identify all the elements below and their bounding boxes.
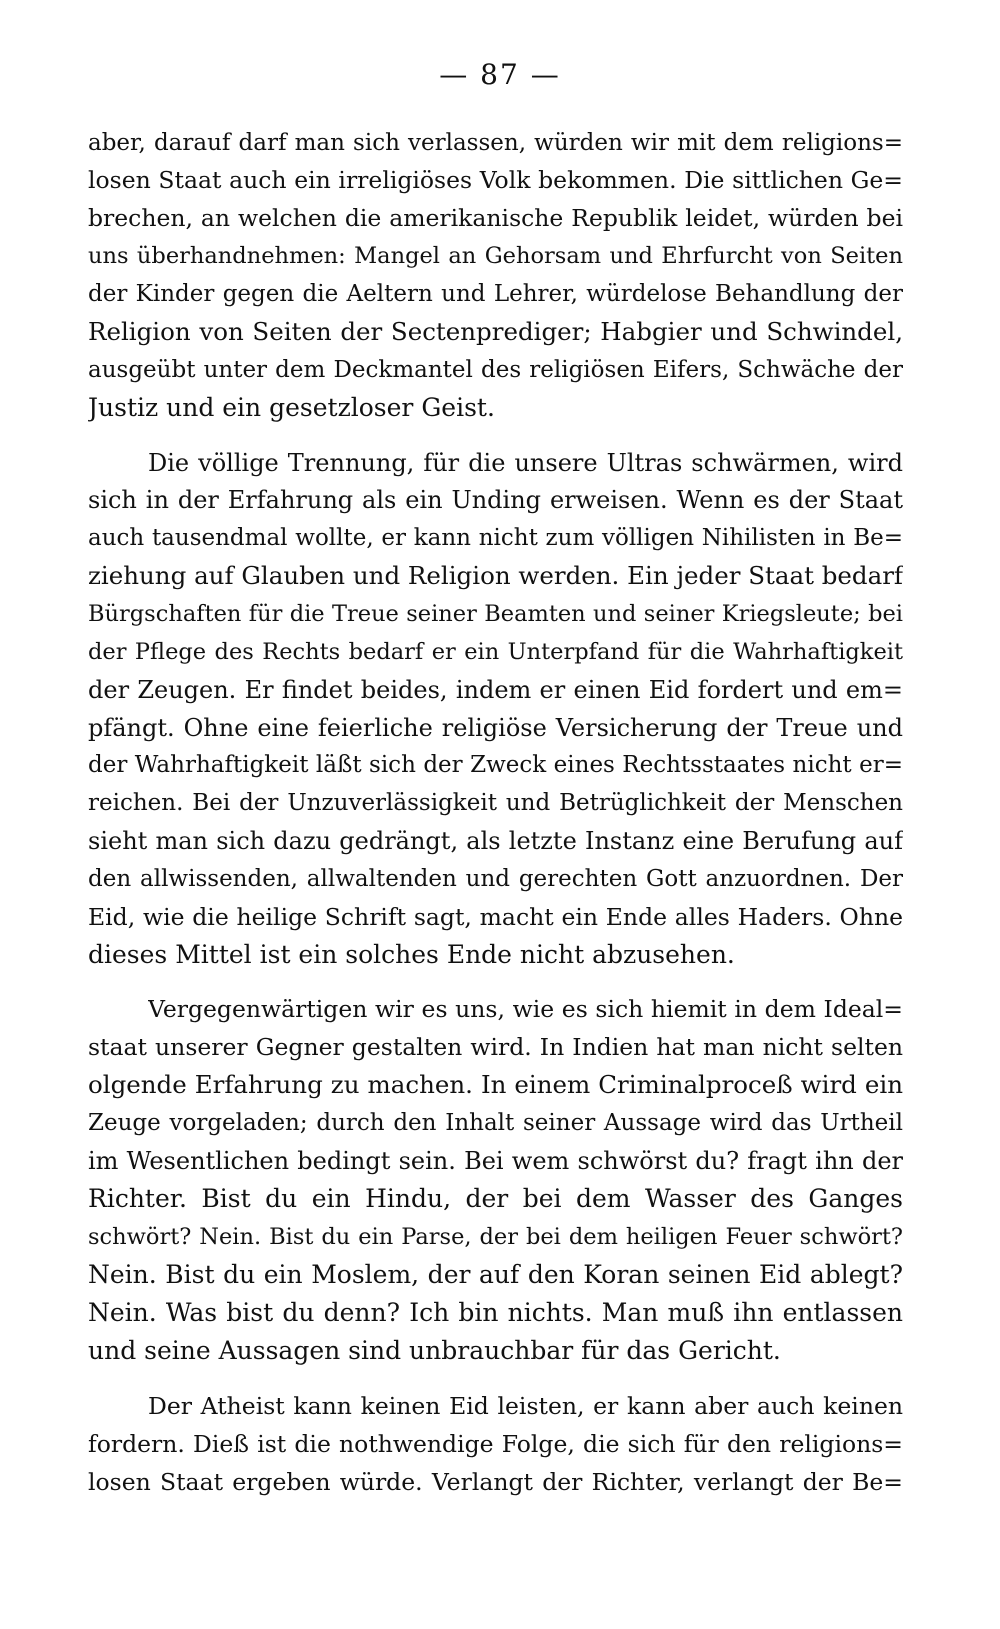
text-line: brechen, an welchen die amerikanische Republik leidet, würden bei: [88, 204, 903, 232]
text-line: Nein. Was bist du denn? Ich bin nichts. Man muß ihn entlassen: [88, 1298, 903, 1327]
text-line: losen Staat auch ein irreligiöses Volk bekommen. Die sittlichen Ge=: [88, 166, 903, 194]
text-line: Die völlige Trennung, für die unsere Ultras schwärmen, wird: [148, 449, 903, 477]
text-line: sich in der Erfahrung als ein Unding erweisen. Wenn es der Staat: [88, 486, 903, 514]
text-line: ausgeübt unter dem Deckmantel des religiösen Eifers, Schwäche der: [88, 357, 903, 383]
text-line: der Wahrhaftigkeit läßt sich der Zweck eines Rechtsstaates nicht er=: [88, 752, 903, 778]
text-line: der Zeugen. Er findet beides, indem er einen Eid fordert und em=: [88, 676, 903, 704]
text-line: Zeuge vorgeladen; durch den Inhalt seiner Aussage wird das Urtheil: [88, 1110, 903, 1136]
text-line: Der Atheist kann keinen Eid leisten, er kann aber auch keinen: [148, 1392, 903, 1420]
text-line: Richter. Bist du ein Hindu, der bei dem Wasser des Ganges: [88, 1184, 903, 1213]
text-line: schwört? Nein. Bist du ein Parse, der bei dem heiligen Feuer schwört?: [88, 1224, 903, 1250]
text-line: pfängt. Ohne eine feierliche religiöse Versicherung der Treue und: [88, 714, 903, 742]
text-line: Religion von Seiten der Sectenprediger; Habgier und Schwindel,: [88, 317, 903, 346]
page-number: — 87 —: [439, 58, 561, 91]
text-line: Nein. Bist du ein Moslem, der auf den Koran seinen Eid ablegt?: [88, 1260, 903, 1289]
text-line: dieses Mittel ist ein solches Ende nicht abzusehen.: [88, 940, 735, 969]
text-line: ziehung auf Glauben und Religion werden. Ein jeder Staat bedarf: [88, 561, 903, 590]
text-line: der Kinder gegen die Aeltern und Lehrer, würdelose Behandlung der: [88, 281, 903, 307]
text-line: Vergegenwärtigen wir es uns, wie es sich hiemit in dem Ideal=: [148, 995, 903, 1023]
text-line: der Pflege des Rechts bedarf er ein Unterpfand für die Wahrhaftigkeit: [88, 639, 903, 665]
text-line: aber, darauf darf man sich verlassen, würden wir mit dem religions=: [88, 130, 903, 156]
text-line: fordern. Dieß ist die nothwendige Folge, die sich für den religions=: [88, 1430, 903, 1458]
text-line: und seine Aussagen sind unbrauchbar für das Gericht.: [88, 1336, 781, 1365]
text-line: olgende Erfahrung zu machen. In einem Criminalproceß wird ein: [88, 1070, 903, 1099]
text-line: den allwissenden, allwaltenden und gerechten Gott anzuordnen. Der: [88, 866, 903, 892]
text-line: sieht man sich dazu gedrängt, als letzte Instanz eine Berufung auf: [88, 827, 903, 855]
text-line: reichen. Bei der Unzuverlässigkeit und Betrüglichkeit der Menschen: [88, 790, 903, 816]
text-line: im Wesentlichen bedingt sein. Bei wem schwörst du? fragt ihn der: [88, 1147, 903, 1175]
text-line: Eid, wie die heilige Schrift sagt, macht ein Ende alles Haders. Ohne: [88, 903, 903, 931]
text-line: uns überhandnehmen: Mangel an Gehorsam und Ehrfurcht von Seiten: [88, 243, 903, 269]
text-line: losen Staat ergeben würde. Verlangt der Richter, verlangt der Be=: [88, 1468, 903, 1496]
text-line: Bürgschaften für die Treue seiner Beamten und seiner Kriegsleute; bei: [88, 601, 903, 627]
text-line: staat unserer Gegner gestalten wird. In Indien hat man nicht selten: [88, 1033, 903, 1061]
text-line: Justiz und ein gesetzloser Geist.: [88, 393, 495, 422]
text-line: auch tausendmal wollte, er kann nicht zum völligen Nihilisten in Be=: [88, 525, 903, 551]
